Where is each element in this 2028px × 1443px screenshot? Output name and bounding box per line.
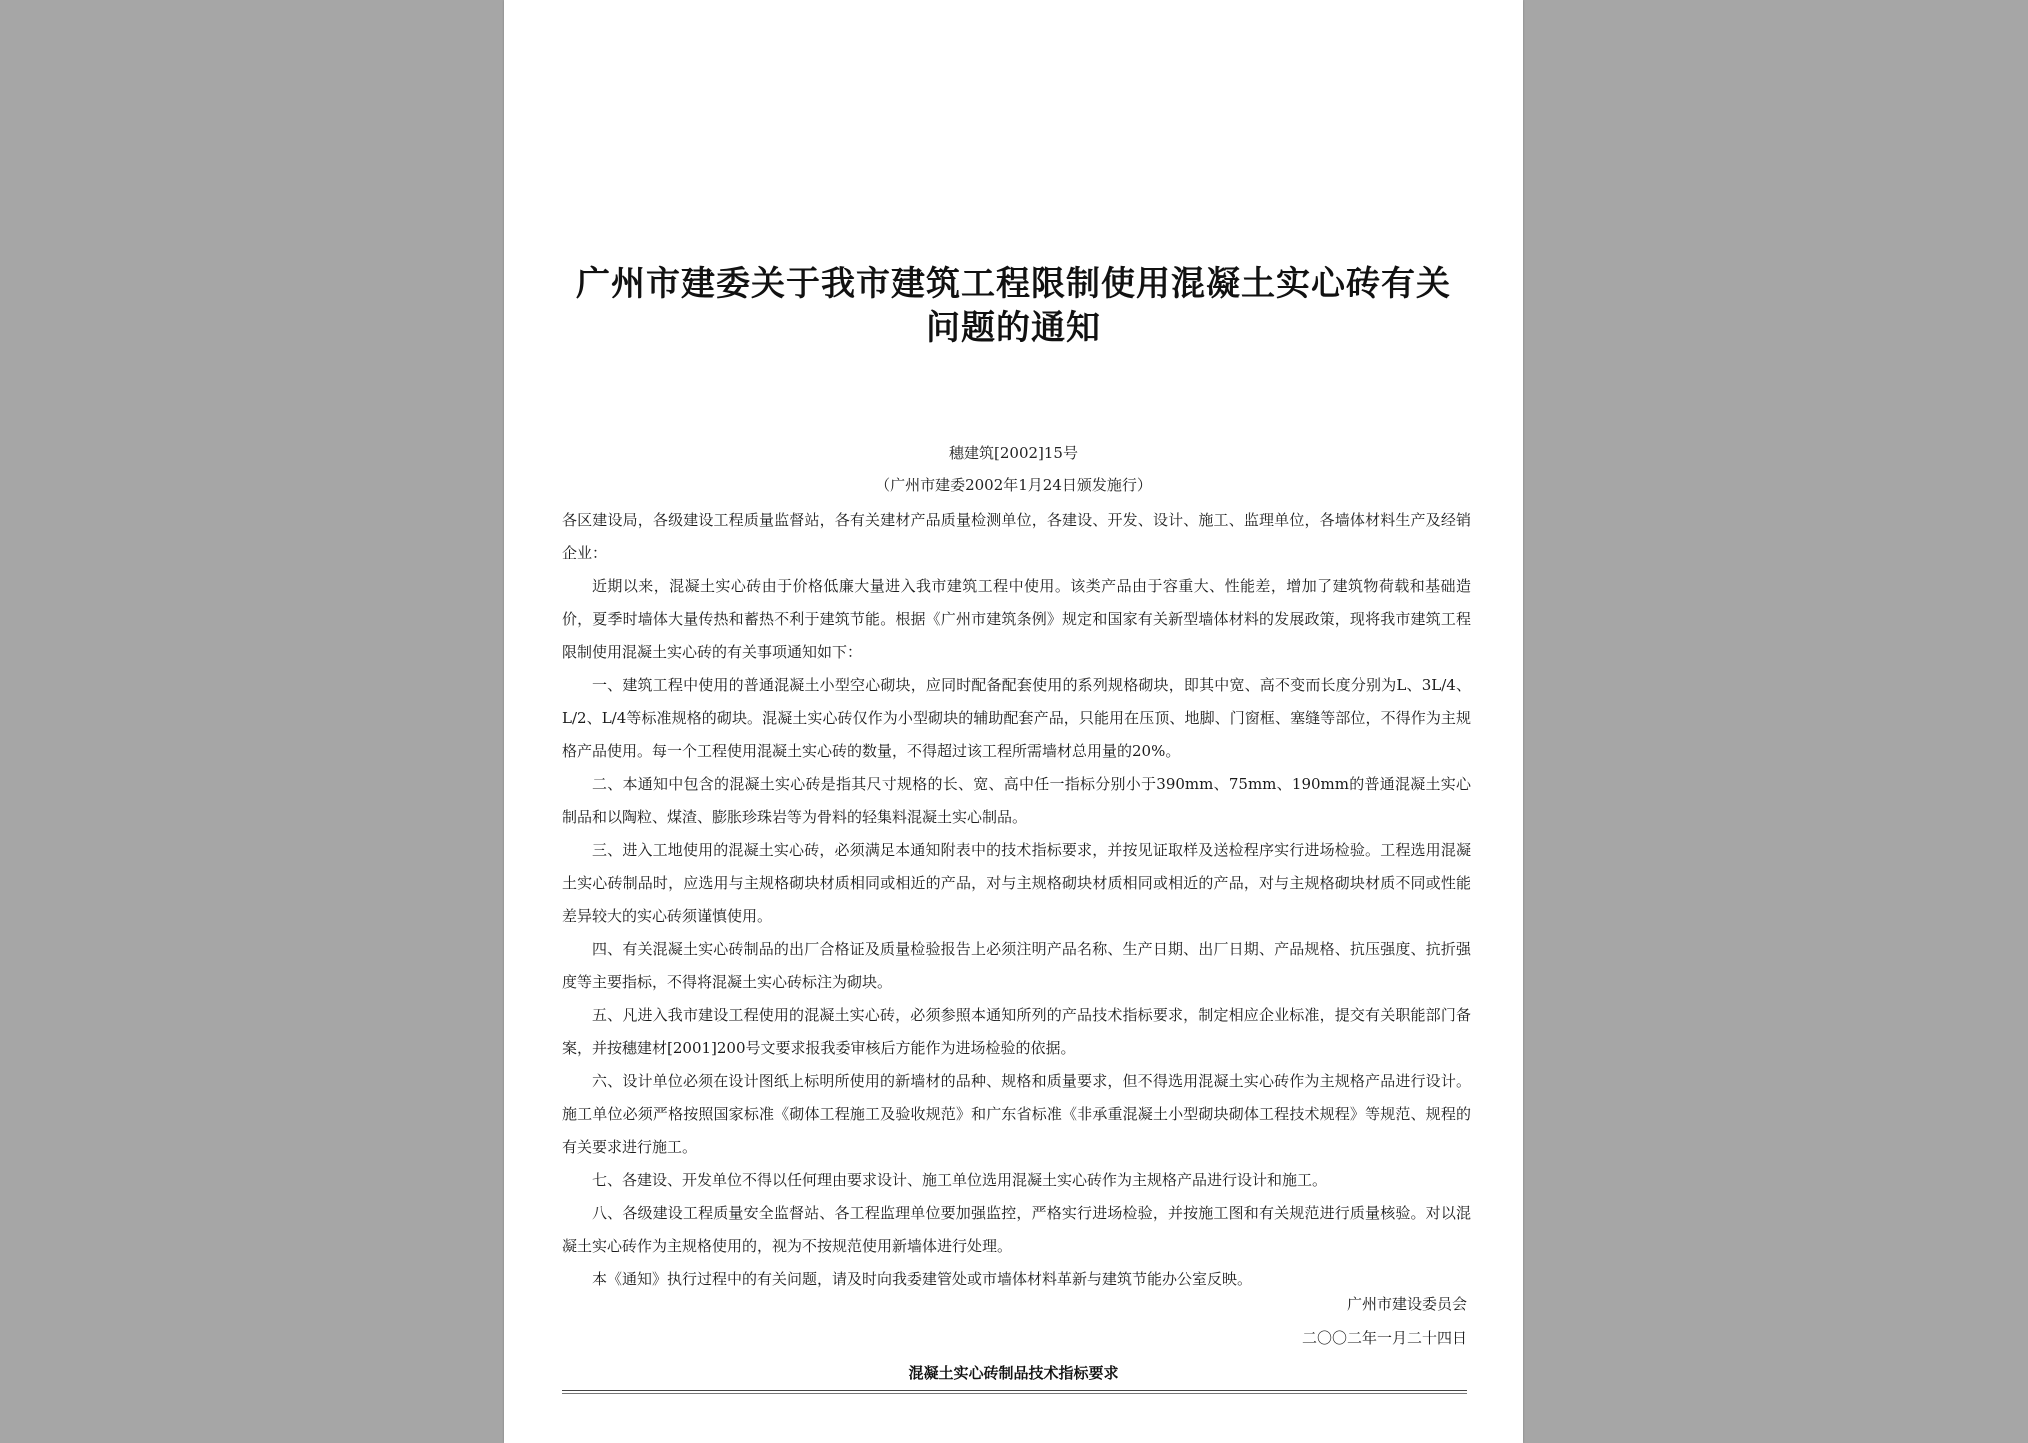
paragraph: 一、建筑工程中使用的普通混凝土小型空心砌块，应同时配备配套使用的系列规格砌块，即其中宽、高不变而长度分别为L、3L/4、L/2、L/4等标准规格的砌块。混凝土实心砖仅作为小型砌块的辅助配套产品，只能用在压顶、地脚、门窗框、塞缝等部位，不得作为主规格产品使用。每一个工程使用混凝土实心砖的数量，不得超过该工程所需墙材总用量的20%。 bbox=[562, 676, 1471, 760]
paragraph: 本《通知》执行过程中的有关问题，请及时向我委建管处或市墙体材料革新与建筑节能办公室反映。 bbox=[592, 1270, 1253, 1288]
paragraph: 五、凡进入我市建设工程使用的混凝土实心砖，必须参照本通知所列的产品技术指标要求，制定相应企业标准，提交有关职能部门备案，并按穗建材[2001]200号文要求报我委审核后方能作为进场检验的依据。 bbox=[562, 1006, 1471, 1057]
signer: 广州市建设委员会 bbox=[1346, 1295, 1467, 1313]
document-title: 广州市建委关于我市建筑工程限制使用混凝土实心砖有关问题的通知 bbox=[576, 264, 1451, 348]
table-title: 混凝土实心砖制品技术指标要求 bbox=[908, 1364, 1119, 1382]
paragraph: 近期以来，混凝土实心砖由于价格低廉大量进入我市建筑工程中使用。该类产品由于容重大、性能差，增加了建筑物荷载和基础造价，夏季时墙体大量传热和蓄热不利于建筑节能。根据《广州市建筑条例》规定和国家有关新型墙体材料的发展政策，现将我市建筑工程限制使用混凝土实心砖的有关事项通知如下： bbox=[562, 577, 1471, 661]
paragraph: 六、设计单位必须在设计图纸上标明所使用的新墙材的品种、规格和质量要求，但不得选用混凝土实心砖作为主规格产品进行设计。施工单位必须严格按照国家标准《砌体工程施工及验收规范》和广东省标准《非承重混凝土小型砌块砌体工程技术规程》等规范、规程的有关要求进行施工。 bbox=[562, 1072, 1471, 1156]
issued-line: （广州市建委2002年1月24日颁发施行） bbox=[875, 476, 1152, 494]
table-top-rule-inner bbox=[562, 1393, 1467, 1394]
table-top-rule bbox=[562, 1390, 1467, 1391]
document-page bbox=[504, 0, 1523, 1443]
paragraph: 三、进入工地使用的混凝土实心砖，必须满足本通知附表中的技术指标要求，并按见证取样及送检程序实行进场检验。工程选用混凝土实心砖制品时，应选用与主规格砌块材质相同或相近的产品，对与主规格砌块材质相同或相近的产品，对与主规格砌块材质不同或性能差异较大的实心砖须谨慎使用。 bbox=[562, 841, 1471, 925]
document-body bbox=[562, 504, 1471, 1296]
paragraph: 七、各建设、开发单位不得以任何理由要求设计、施工单位选用混凝土实心砖作为主规格产品进行设计和施工。 bbox=[592, 1171, 1328, 1189]
paragraph: 八、各级建设工程质量安全监督站、各工程监理单位要加强监控，严格实行进场检验，并按施工图和有关规范进行质量核验。对以混凝土实心砖作为主规格使用的，视为不按规范使用新墙体进行处理。 bbox=[562, 1204, 1471, 1255]
paragraph: 各区建设局，各级建设工程质量监督站，各有关建材产品质量检测单位，各建设、开发、设计、施工、监理单位，各墙体材料生产及经销企业： bbox=[562, 511, 1471, 562]
document-number: 穗建筑[2002]15号 bbox=[949, 444, 1078, 462]
paragraph: 二、本通知中包含的混凝土实心砖是指其尺寸规格的长、宽、高中任一指标分别小于390mm、75mm、190mm的普通混凝土实心制品和以陶粒、煤渣、膨胀珍珠岩等为骨料的轻集料混凝土实心制品。 bbox=[562, 775, 1471, 826]
sign-date: 二〇〇二年一月二十四日 bbox=[1301, 1329, 1467, 1347]
paragraph: 四、有关混凝土实心砖制品的出厂合格证及质量检验报告上必须注明产品名称、生产日期、出厂日期、产品规格、抗压强度、抗折强度等主要指标，不得将混凝土实心砖标注为砌块。 bbox=[562, 940, 1471, 991]
